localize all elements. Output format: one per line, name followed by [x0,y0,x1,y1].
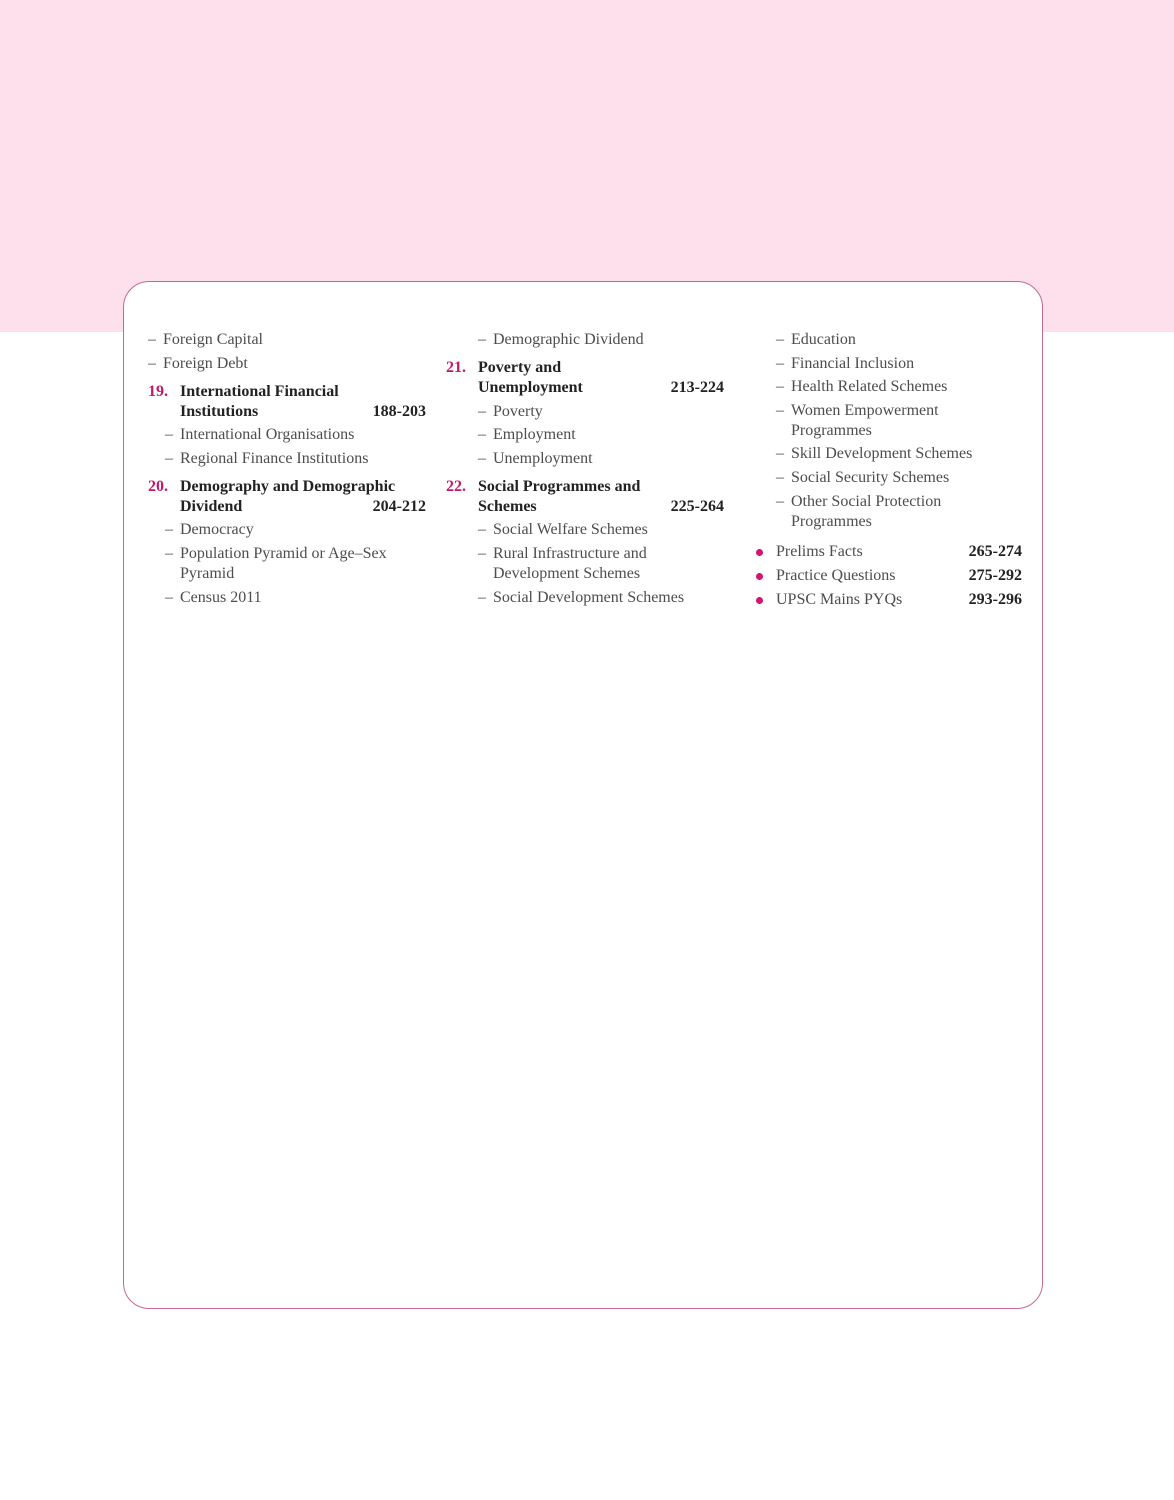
bullet-icon [756,573,763,580]
toc-subitem: – Women Empowerment [776,401,939,419]
toc-subitem: – Rural Infrastructure and [478,544,647,562]
chapter-pages: 225-264 [670,497,724,515]
toc-subitem: – Population Pyramid or Age–Sex [165,544,387,562]
toc-chapter-20[interactable] [148,477,426,517]
bullet-pages: 275-292 [968,566,1022,584]
chapter-title-line: Social Programmes and [478,477,641,495]
chapter-title-line: Institutions [180,402,259,420]
chapter-number: 19. [148,382,168,400]
bullet-pages: 293-296 [968,590,1022,608]
chapter-pages: 188-203 [372,402,426,420]
toc-subitem-continuation: Pyramid [180,564,235,582]
bullet-pages: 265-274 [968,542,1022,560]
chapter-pages: 204-212 [372,497,426,515]
chapter-pages: 213-224 [670,379,724,396]
chapter-title-line: Poverty and [478,359,562,376]
toc-subitem: – Poverty [478,402,543,420]
chapter-title-line: Dividend [180,497,243,515]
toc-chapter-21[interactable] [446,358,724,398]
toc-subitem: – International Organisations [165,426,355,444]
chapter-number: 20. [148,477,168,495]
toc-subitem: – Social Welfare Schemes [478,521,648,539]
bullet-icon [756,597,763,604]
chapter-title-line: Demography and Demographic [180,477,396,495]
toc-subitem: – Foreign Debt [148,354,248,372]
chapter-title-line: Schemes [478,497,537,515]
toc-subitem: – Other Social Protection [776,492,942,510]
toc-subitem: – Unemployment [478,449,593,467]
toc-column-1 [148,330,426,611]
chapter-title-line: Unemployment [478,379,583,396]
toc-bullet-upsc-mains-pyqs[interactable]: UPSC Mains PYQs 293-296 [754,590,1022,610]
toc-subitem: – Education [776,331,856,348]
toc-subitem: – Financial Inclusion [776,354,915,372]
toc-column-2 [446,330,724,611]
toc-bullet-prelims-facts[interactable]: Prelims Facts 265-274 [754,542,1022,562]
toc-bullet-practice-questions[interactable]: Practice Questions 275-292 [754,566,1022,586]
chapter-title-line: International Financial [180,382,339,400]
chapter-number: 21. [446,359,466,376]
toc-subitem: – Regional Finance Institutions [165,449,369,467]
toc-column-3 [754,330,1022,614]
toc-subitem: – Social Development Schemes [478,588,685,606]
toc-subitem: – Social Security Schemes [776,468,950,486]
toc-subitem-continuation: Programmes [791,421,872,439]
toc-subitem: – Skill Development Schemes [776,445,973,463]
toc-chapter-19[interactable] [148,382,426,422]
contents-card [123,281,1043,1309]
toc-subitem: – Health Related Schemes [776,378,948,396]
toc-subitem: – Foreign Capital [148,331,263,348]
toc-subitem-continuation: Programmes [791,512,872,530]
toc-subitem: – Census 2011 [165,588,262,606]
toc-chapter-22[interactable] [446,477,724,517]
chapter-number: 22. [446,477,466,495]
bullet-icon [756,549,763,556]
toc-subitem: – Democracy [165,521,254,539]
toc-subitem: – Employment [478,426,576,444]
toc-subitem: – Demographic Dividend [478,331,644,348]
toc-subitem-continuation: Development Schemes [493,564,641,582]
